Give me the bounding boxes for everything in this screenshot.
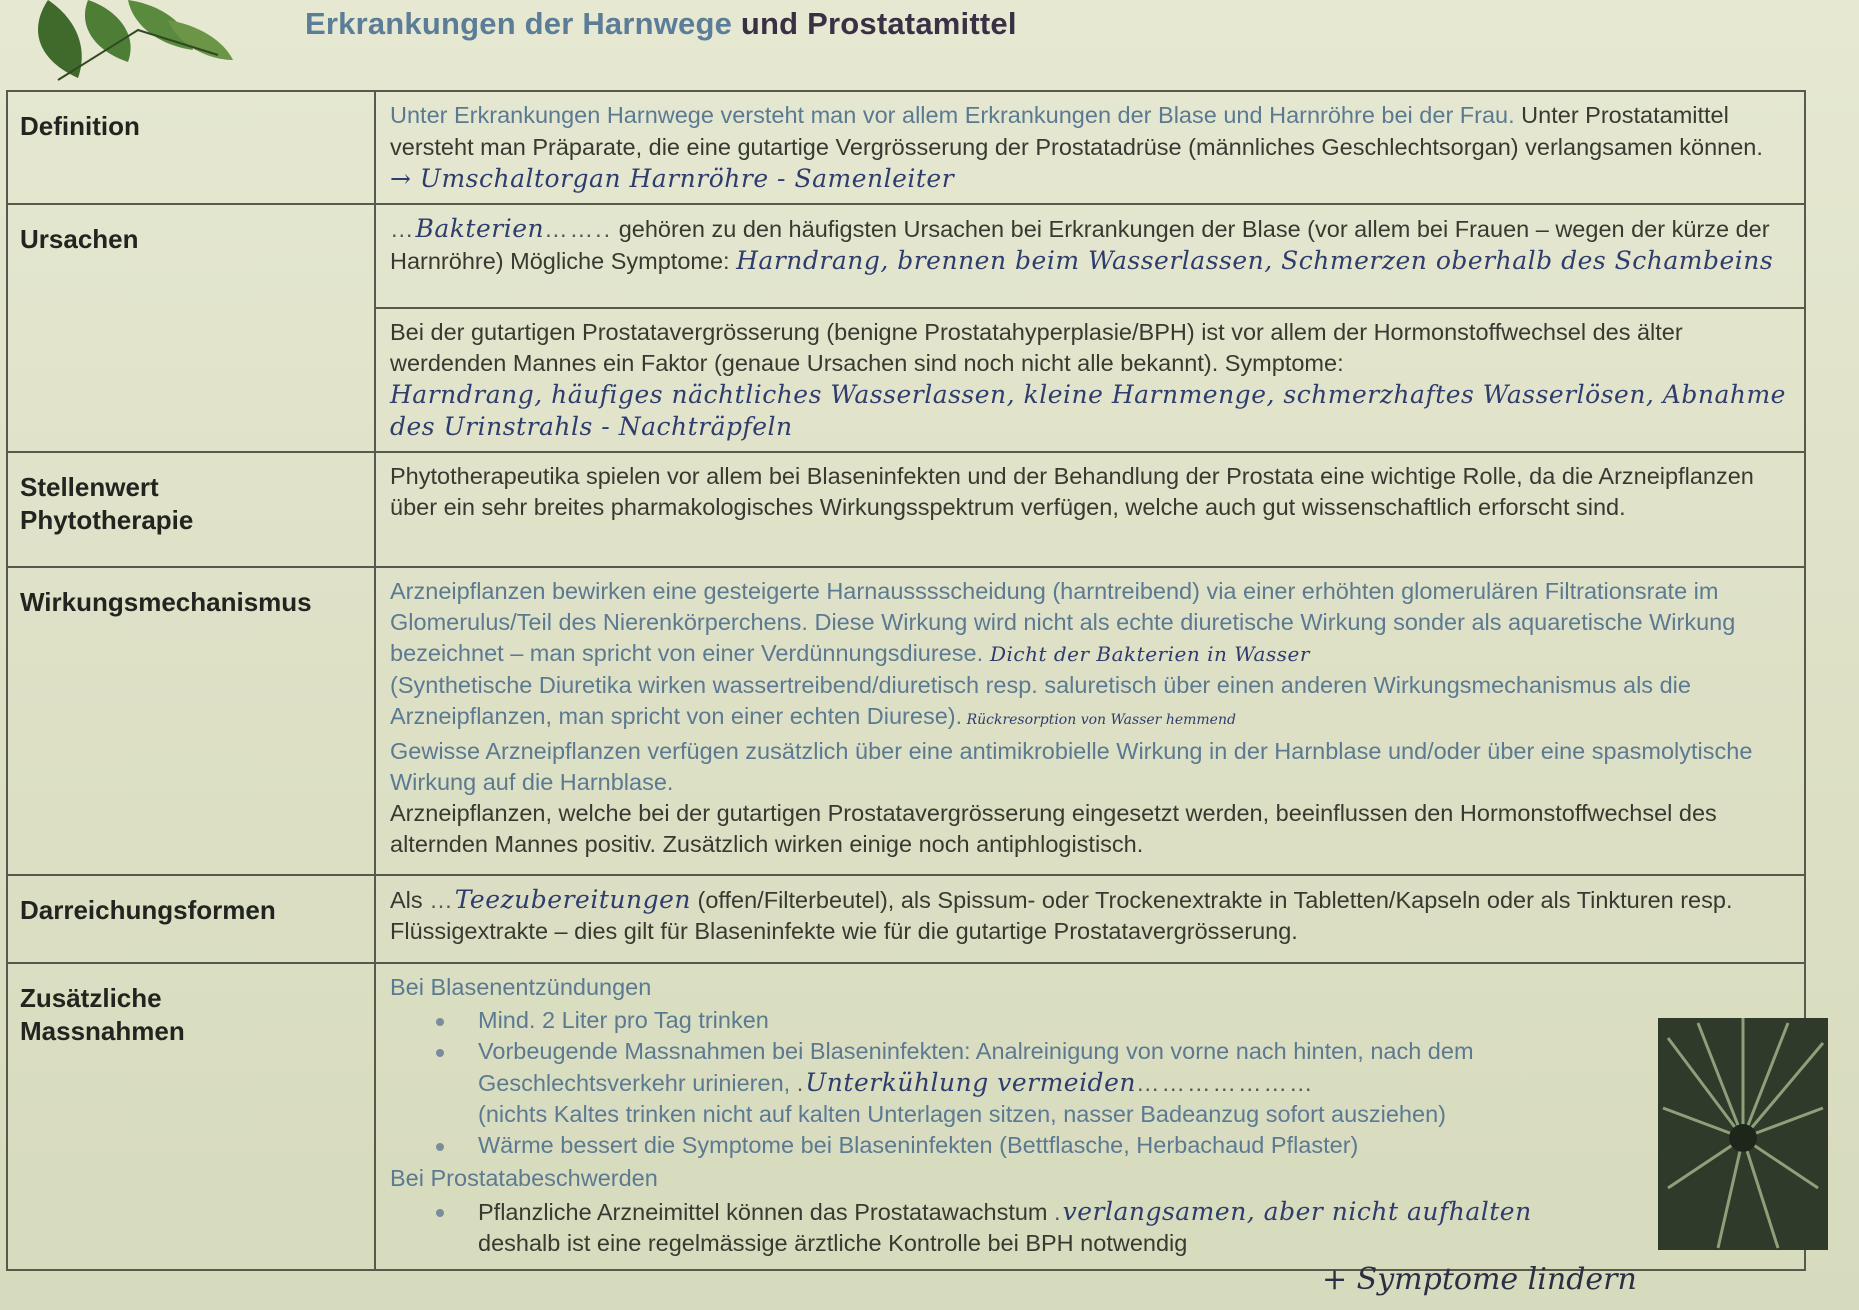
zusaetzlich-b2-text: Vorbeugende Massnahmen bei Blaseninfekten: Analreinigung von vorne nach hinten, nach dem Geschlechtsverkehr urinieren, bbox=[478, 1038, 1474, 1096]
label-stellenwert-line-1: Stellenwert bbox=[20, 472, 159, 502]
definition-handwriting: → Umschaltorgan Harnröhre - Samenleiter bbox=[390, 164, 955, 193]
definition-content bbox=[375, 91, 1805, 204]
zusaetzlich-b4-tail: deshalb ist eine regelmässige ärztliche Kontrolle bei BPH notwendig bbox=[478, 1230, 1188, 1256]
zusaetzlich-b4-hw: verlangsamen, aber nicht aufhalten bbox=[1062, 1197, 1532, 1226]
label-darreichung: Darreichungsformen bbox=[7, 875, 375, 963]
label-zusaetzlich-line-2: Massnahmen bbox=[20, 1016, 185, 1046]
ursachen-paragraph-1: …Bakterien…….. gehören zu den häufigsten Ursachen bei Erkrankungen der Blase (vor allem bei Frauen – wegen der kürze der Harnröhre) Mögliche Symptome: Harndrang, brennen beim Wasserlassen, Schmerzen oberhalb des Schambeins bbox=[375, 204, 1805, 308]
zusaetzlich-b2-note: (nichts Kaltes trinken nicht auf kalten Unterlagen sitzen, nasser Badeanzug sofort ausziehen) bbox=[478, 1101, 1446, 1127]
wirkung-p3: Gewisse Arzneipflanzen verfügen zusätzlich über eine antimikrobielle Wirkung in der Harnblase und/oder über eine spasmolytische Wirkung auf die Harnblase. bbox=[390, 738, 1753, 795]
content-table bbox=[6, 90, 1806, 1271]
palm-illustration bbox=[1658, 1018, 1828, 1250]
definition-text-blue: Unter Erkrankungen Harnwege versteht man vor allem Erkrankungen der Blase und Harnröhre bei der Frau. bbox=[390, 102, 1515, 128]
zusaetzlich-list-1 bbox=[390, 1005, 1614, 1161]
footer-handwriting: + Symptome lindern bbox=[1322, 1262, 1637, 1297]
definition-text: Unter Prostatamittel versteht man Präparate, die eine gutartige Vergrösserung der Prostatadrüse (männliches Geschlechtsorgan) verlangsamen können. bbox=[390, 102, 1763, 160]
wirkung-p4: Arzneipflanzen, welche bei der gutartigen Prostatavergrösserung eingesetzt werden, beeinflussen den Hormonstoffwechsel des alternden Mannes positiv. Zusätzlich wirken einige noch antiphlogistisch. bbox=[390, 800, 1717, 857]
label-zusaetzlich-line-1: Zusätzliche bbox=[20, 983, 162, 1013]
wirkung-p2: (Synthetische Diuretika wirken wassertreibend/diuretisch resp. saluretisch über einen anderen Wirkungsmechanismus als die Arzneipflanzen, man spricht von einer echten Diurese). bbox=[390, 672, 1691, 729]
zusaetzlich-heading-1: Bei Blasenentzündungen bbox=[390, 974, 652, 1000]
label-wirkung: Wirkungsmechanismus bbox=[7, 567, 375, 875]
label-stellenwert-line-2: Phytotherapie bbox=[20, 505, 194, 535]
row-definition bbox=[7, 91, 1805, 204]
ursachen-paragraph-2 bbox=[375, 308, 1805, 452]
row-ursachen-1 bbox=[7, 204, 1805, 308]
row-stellenwert bbox=[7, 452, 1805, 567]
list-item: Wärme bessert die Symptome bei Blaseninfekten (Bettflasche, Herbachaud Pflaster) bbox=[478, 1130, 1614, 1161]
zusaetzlich-b2-hw: Unterkühlung vermeiden bbox=[805, 1068, 1136, 1097]
title-part-1: Erkrankungen der Harnwege bbox=[305, 6, 733, 41]
row-darreichung bbox=[7, 875, 1805, 963]
zusaetzlich-content bbox=[375, 963, 1805, 1270]
zusaetzlich-b4-text: Pflanzliche Arzneimittel können das Prostatawachstum bbox=[478, 1199, 1055, 1225]
list-item: Mind. 2 Liter pro Tag trinken bbox=[478, 1005, 1614, 1036]
zusaetzlich-heading-2: Bei Prostatabeschwerden bbox=[390, 1165, 658, 1191]
ursachen-text-2: Bei der gutartigen Prostatavergrösserung (benigne Prostatahyperplasie/BPH) ist vor allem der Hormonstoffwechsel des älter werdenden Mannes ein Faktor (genaue Ursachen sind noch nicht alle bekannt). Symptome: bbox=[390, 319, 1683, 376]
label-ursachen: Ursachen bbox=[7, 204, 375, 452]
wirkung-hw-2: Rückresorption von Wasser hemmend bbox=[962, 712, 1236, 728]
label-definition: Definition bbox=[7, 91, 375, 204]
page-title bbox=[305, 6, 1017, 42]
leaf-illustration bbox=[18, 0, 308, 85]
stellenwert-content: Phytotherapeutika spielen vor allem bei Blaseninfekten und der Behandlung der Prostata eine wichtige Rolle, da die Arzneipflanzen über ein sehr breites pharmakologisches Wirkungsspektrum verfügen, welche auch gut wissenschaftlich erforscht sind. bbox=[375, 452, 1805, 567]
wirkung-p1: Arzneipflanzen bewirken eine gesteigerte Harnausssscheidung (harntreibend) via einer erhöhten glomerulären Filtrationsrate im Glomerulus/Teil des Nierenkörperchens. Diese Wirkung wird nicht als echte diuretische Wirkung sonder als aquaretische Wirkung bezeichnet – man spricht von einer Verdünnungsdiurese. bbox=[390, 578, 1736, 666]
darreichung-hw: Teezubereitungen bbox=[454, 885, 691, 914]
wirkung-content bbox=[375, 567, 1805, 875]
zusaetzlich-list-2 bbox=[390, 1196, 1614, 1259]
row-zusaetzlich bbox=[7, 963, 1805, 1270]
ursachen-hw-bph: Harndrang, häufiges nächtliches Wasserlassen, kleine Harnmenge, schmerzhaftes Wasserlösen, Abnahme des Urinstrahls - Nachträpfeln bbox=[390, 380, 1786, 441]
ursachen-hw-symptome: Harndrang, brennen beim Wasserlassen, Schmerzen oberhalb des Schambeins bbox=[736, 246, 1774, 275]
ursachen-text-1: gehören zu den häufigsten Ursachen bei Erkrankungen der Blase (vor allem bei Frauen – wegen der kürze der Harnröhre) Mögliche Symptome: bbox=[390, 216, 1770, 274]
title-part-2: und Prostatamittel bbox=[740, 6, 1017, 41]
darreichung-text: (offen/Filterbeutel), als Spissum- oder Trockenextrakte in Tabletten/Kapseln oder als Tinkturen resp. Flüssigextrakte – dies gilt für Blaseninfekte wie für die gutartige Prostatavergrösserung. bbox=[390, 887, 1733, 944]
label-zusaetzlich bbox=[7, 963, 375, 1270]
row-wirkung bbox=[7, 567, 1805, 875]
label-stellenwert bbox=[7, 452, 375, 567]
darreichung-prefix: Als bbox=[390, 887, 430, 913]
ursachen-hw-bakterien: Bakterien bbox=[415, 214, 545, 243]
list-item: Pflanzliche Arzneimittel können das Prostatawachstum .verlangsamen, aber nicht aufhalten deshalb ist eine regelmässige ärztliche Kontrolle bei BPH notwendig bbox=[478, 1196, 1614, 1259]
list-item: Vorbeugende Massnahmen bei Blaseninfekten: Analreinigung von vorne nach hinten, nach dem Geschlechtsverkehr urinieren, .Unterkühlung vermeiden………………… (nichts Kaltes trinken nicht auf kalten Unterlagen sitzen, nasser Badeanzug sofort ausziehen) bbox=[478, 1036, 1614, 1130]
wirkung-hw-1: Dicht der Bakterien in Wasser bbox=[983, 642, 1310, 666]
darreichung-content: Als …Teezubereitungen (offen/Filterbeutel), als Spissum- oder Trockenextrakte in Tabletten/Kapseln oder als Tinkturen resp. Flüssigextrakte – dies gilt für Blaseninfekte wie für die gutartige Prostatavergrösserung. bbox=[375, 875, 1805, 963]
